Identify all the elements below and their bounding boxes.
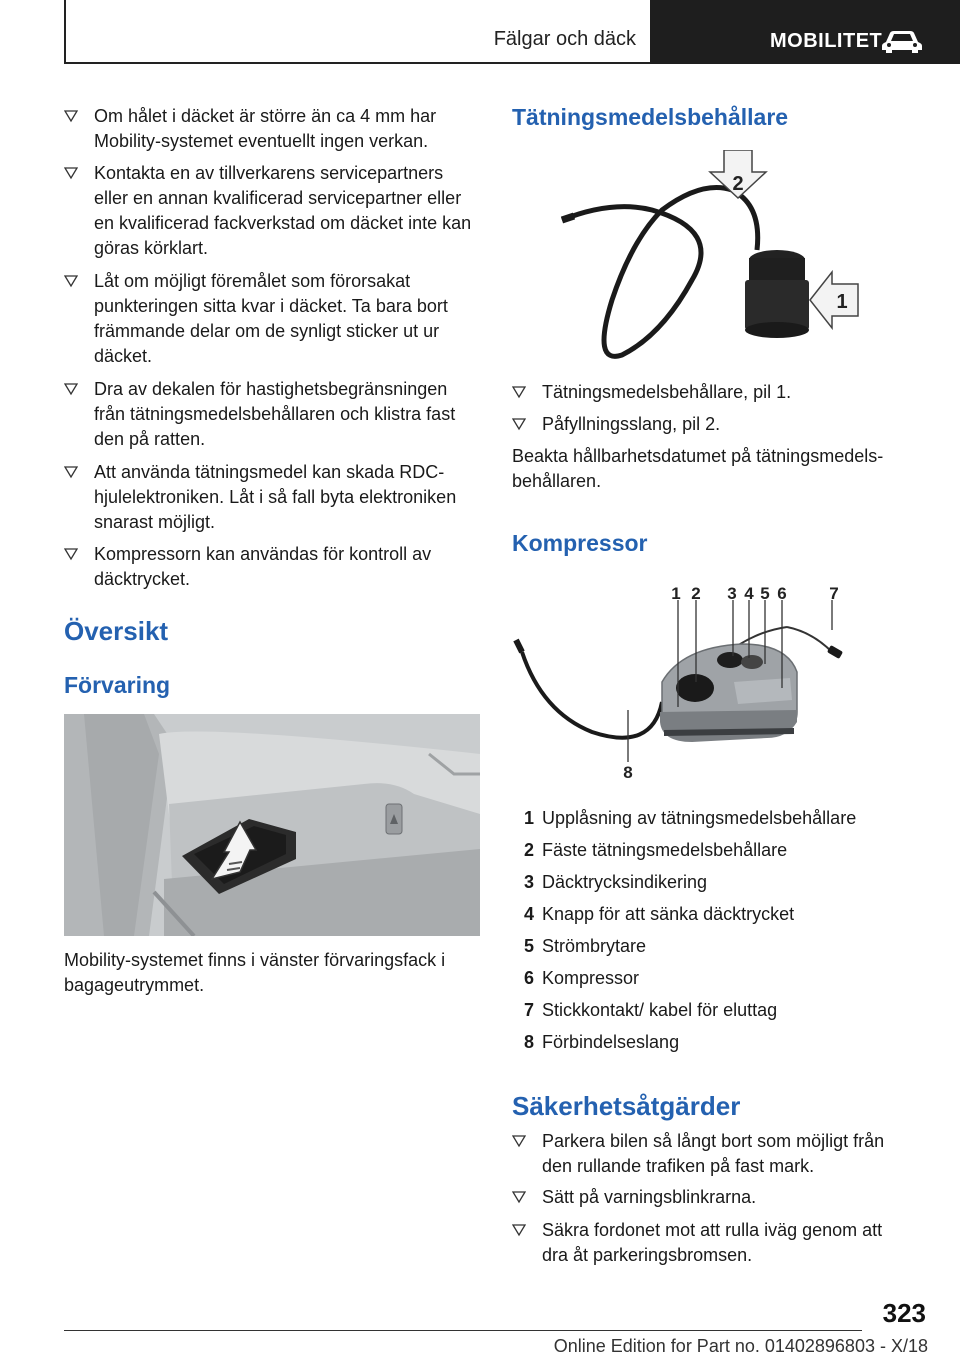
callout-3: 3	[727, 584, 737, 603]
list-item: Dra av dekalen för hastighetsbegränsningen från tätningsmedelsbehållaren och klistra fast den på ratten.	[64, 377, 480, 452]
list-item: Tätningsmedelsbehållare, pil 1.	[512, 380, 912, 405]
header-section-title: Fälgar och däck	[493, 28, 636, 50]
legend-item: 2 Fäste tätningsmedelsbehållare	[523, 840, 788, 860]
list-item: Kompressorn kan användas för kontroll av däcktrycket.	[64, 542, 480, 592]
heading-kompressor: Kompressor	[512, 530, 648, 556]
triangle-bullet-icon	[512, 1223, 526, 1237]
callout-5: 5	[760, 584, 770, 603]
footer-edition: Online Edition for Part no. 01402896803 - X/18	[553, 1336, 928, 1356]
callout-4: 4	[744, 584, 754, 603]
list-item: Parkera bilen så långt bort som möjligt från den rullande trafiken på fast mark.	[512, 1129, 912, 1179]
car-icon	[880, 28, 924, 54]
triangle-bullet-icon	[512, 385, 526, 399]
callout-2: 2	[691, 584, 701, 603]
heading-sakerhetsatgarder: Säkerhetsåtgärder	[512, 1091, 741, 1121]
compressor-illustration	[512, 582, 852, 782]
callout-8: 8	[623, 763, 633, 782]
callout-6: 6	[777, 584, 787, 603]
page-number: 323	[882, 1298, 926, 1328]
heading-oversikt: Översikt	[64, 616, 169, 646]
legend-item: 5 Strömbrytare	[523, 936, 647, 956]
callout-1: 1	[671, 584, 681, 603]
triangle-bullet-icon	[64, 109, 78, 123]
forvaring-description: Mobility-systemet finns i vänster förvaringsfack i bagageutrymmet.	[64, 950, 446, 995]
triangle-bullet-icon	[512, 417, 526, 431]
list-item: Att använda tätningsmedel kan skada RDC-hjulelektroniken. Låt i så fall byta elektroniken snarast möjligt.	[64, 460, 480, 535]
tatning-description: Beakta hållbarhetsdatumet på tätningsmedels-behållaren.	[512, 446, 884, 491]
callout-7: 7	[829, 584, 839, 603]
heading-tatningsmedelsbehallare: Tätningsmedelsbehållare	[512, 104, 789, 130]
sealant-container-illustration	[552, 150, 862, 360]
legend-item: 6 Kompressor	[523, 968, 640, 988]
callout-1: 1	[836, 291, 848, 313]
list-item: Sätt på varningsblinkrarna.	[512, 1185, 912, 1210]
legend-item: 7 Stickkontakt/ kabel för eluttag	[523, 1000, 778, 1020]
legend-item: 3 Däcktrycksindikering	[523, 872, 708, 892]
list-item: Påfyllningsslang, pil 2.	[512, 412, 912, 437]
triangle-bullet-icon	[64, 166, 78, 180]
triangle-bullet-icon	[512, 1134, 526, 1148]
triangle-bullet-icon	[64, 547, 78, 561]
storage-compartment-photo	[64, 714, 480, 936]
list-item: Kontakta en av tillverkarens servicepartners eller en annan kvalificerad servicepartner eller en kvalificerad fackverkstad om däcket inte kan göras körklart.	[64, 161, 480, 261]
header-chapter-label: MOBILITET	[770, 30, 883, 52]
triangle-bullet-icon	[512, 1190, 526, 1204]
footer-rule	[64, 1330, 862, 1331]
triangle-bullet-icon	[64, 274, 78, 288]
triangle-bullet-icon	[64, 465, 78, 479]
legend-item: 4 Knapp för att sänka däcktrycket	[523, 904, 795, 924]
header-rule-bottom	[64, 62, 650, 64]
legend-item: 1 Upplåsning av tätningsmedelsbehållare	[523, 808, 857, 828]
heading-forvaring: Förvaring	[64, 672, 171, 698]
list-item: Säkra fordonet mot att rulla iväg genom att dra åt parkeringsbromsen.	[512, 1218, 912, 1268]
header-rule-left	[64, 0, 66, 64]
triangle-bullet-icon	[64, 382, 78, 396]
list-item: Om hålet i däcket är större än ca 4 mm har Mobility-systemet eventuellt ingen verkan.	[64, 104, 480, 154]
list-item: Låt om möjligt föremålet som förorsakat punkteringen sitta kvar i däcket. Ta bara bort främmande delar om de synligt sticker ut ur däcket.	[64, 269, 480, 369]
legend-item: 8 Förbindelseslang	[523, 1032, 680, 1052]
callout-2: 2	[732, 173, 744, 195]
